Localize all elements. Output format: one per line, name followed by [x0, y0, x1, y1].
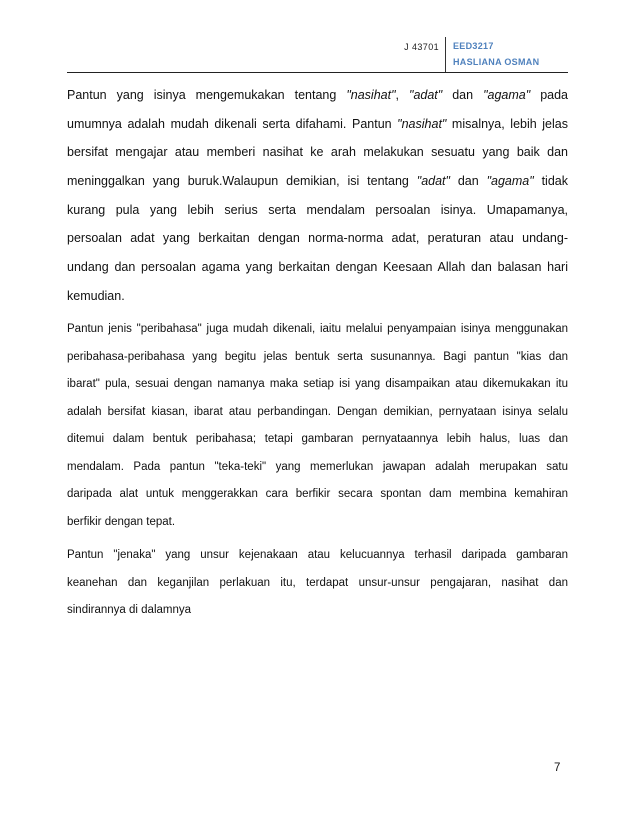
text-line: keanehan dan keganjilan perlakuan itu, terdapat unsur-unsur pengajaran, nasihat dan — [67, 576, 568, 589]
header-course-code: EED3217 — [453, 41, 494, 51]
text-run: tidak — [533, 174, 568, 189]
text-line — [67, 167, 568, 196]
text-run: persoalan adat yang berkaitan dengan norma-norma adat, peraturan atau undang- — [67, 231, 568, 246]
header-course-block — [453, 41, 539, 67]
text-line — [67, 253, 568, 282]
text-line — [67, 282, 568, 311]
paragraph-3 — [67, 542, 568, 625]
header-code: J 43701 — [404, 42, 439, 52]
text-line: peribahasa-peribahasa yang begitu jelas bentuk serta susunannya. Bagi pantun "kias dan — [67, 350, 568, 363]
page-number: 7 — [554, 762, 561, 774]
text-line — [67, 81, 568, 110]
text-line: adalah bersifat kiasan, ibarat atau perbandingan. Dengan demikian, pernyataan isinya selalu — [67, 405, 568, 418]
text-line: daripada alat untuk menggerakkan cara berfikir secara spontan dam membina kemahiran — [67, 488, 568, 500]
text-run: umumnya adalah mudah dikenali serta difahami. Pantun — [67, 116, 398, 131]
header-author-name: HASLIANA OSMAN — [453, 57, 540, 67]
paragraph-1 — [67, 81, 568, 311]
text-line: ditemui dalam bentuk peribahasa; tetapi gambaran pernyataannya lebih halus, luas dan — [67, 433, 568, 445]
text-run: bersifat mengajar atau memberi nasihat ke arah melakukan sesuatu yang baik dan — [67, 145, 568, 160]
text-line — [67, 110, 568, 139]
text-run: pada — [530, 88, 568, 102]
text-line: ibarat" pula, sesuai dengan namanya maka setiap isi yang disampaikan atau dikemukakan itu — [67, 378, 568, 390]
text-run: dan — [449, 174, 487, 189]
text-run: , — [395, 88, 410, 102]
text-run: undang dan persoalan agama yang berkaitan dengan Keesaan Allah dan balasan hari — [67, 260, 568, 275]
italic-term: "adat" — [409, 88, 443, 102]
text-run: dan — [442, 88, 484, 102]
text-line: Pantun jenis "peribahasa" juga mudah dikenali, iaitu melalui penyampaian isinya menggunakan — [67, 323, 568, 335]
text-line: Pantun "jenaka" yang unsur kejenakaan atau kelucuannya terhasil daripada gambaran — [67, 549, 568, 561]
text-run: Pantun yang isinya mengemukakan tentang — [67, 88, 347, 102]
text-line: mendalam. Pada pantun "teka-teki" yang memerlukan jawapan adalah merupakan satu — [67, 460, 568, 473]
header-divider — [445, 37, 446, 72]
text-run: kemudian. — [67, 288, 125, 303]
text-run: meninggalkan yang buruk.Walaupun demikian, isi tentang — [67, 174, 417, 189]
text-line — [67, 138, 568, 167]
text-line — [67, 196, 568, 225]
italic-term: "agama" — [483, 88, 531, 102]
italic-term: "nasihat" — [397, 116, 447, 131]
italic-term: "adat" — [416, 174, 450, 189]
header-rule — [67, 72, 568, 73]
text-run: misalnya, lebih jelas — [446, 116, 568, 131]
italic-term: "nasihat" — [346, 88, 396, 102]
text-line — [67, 224, 568, 253]
italic-term: "agama" — [486, 174, 534, 189]
text-line: berfikir dengan tepat. — [67, 515, 176, 528]
paragraph-2 — [67, 316, 568, 536]
text-run: kurang pula yang lebih serius serta mendalam persoalan isinya. Umapamanya, — [67, 202, 568, 217]
text-line: sindirannya di dalamnya — [67, 604, 192, 616]
